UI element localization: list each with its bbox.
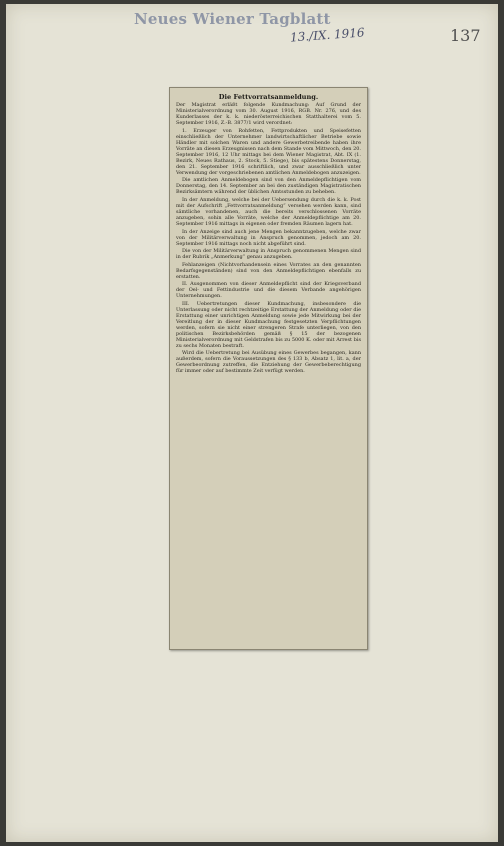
clipping-paragraph: III. Uebertretungen dieser Kundmachung, insbesondere die Unterlassung oder nicht rechtzeitige Erstattung der Anmeldung oder die Erstattung einer unrichtigen Anmeldung sowie jede Mitwirkung bei der Vereitlung der in dieser Kundmachung festgesetzten Verpflichtungen werden, sofern sie nicht einer strengeren Strafe unterliegen, von den politischen Bezirksbehörden gemäß § 15 der bezogenen Ministerialverordnung mit Geldstrafen bis zu 5000 K. oder mit Arrest bis zu sechs Monaten bestraft.: [176, 300, 361, 349]
newspaper-stamp: Neues Wiener Tagblatt: [134, 10, 331, 28]
clipping-title: Die Fettvorratsanmeldung.: [218, 93, 319, 101]
clipping-paragraph: Die von der Militärverwaltung in Anspruch genommenen Mengen sind in der Rubrik „Anmerkung“ genau anzugeben.: [176, 248, 361, 261]
clipping-paragraph: II. Ausgenommen von dieser Anmeldepflicht sind der Kriegsverband der Oel- und Fettindustrie und die diesem Verbande angehörigen Unternehmungen.: [176, 281, 361, 300]
newspaper-clipping: [169, 87, 368, 650]
clipping-paragraph: In der Anmeldung, welche bei der Uebersendung durch die k. k. Post mit der Aufschrift „Fettvorratsanmeldung“ versehen werden kann, sind sämtliche vorhandenen, auch die bereits verschlossenen Vorräte anzugeben, sohin alle Vorräte, welche der Anmeldepflichtige am 20. September 1916 mittags in eigenen oder fremden Räumen lagern hat.: [176, 196, 361, 228]
page-number: 137: [450, 26, 481, 45]
clipping-paragraph: Wird die Uebertretung bei Ausübung eines Gewerbes begangen, kann außerdem, sofern die Voraussetzungen des § 133 b, Absatz 1, lit. a, der Gewerbeordnung zutreffen, die Entziehung der Gewerbeberechtigung für immer oder auf bestimmte Zeit verfügt werden.: [176, 350, 361, 375]
clipping-paragraph: 1. Erzeuger von Rohfetten, Fettprodukten und Speisefetten einschließlich der Unternehmer landwirtschaftlicher Betriebe sowie Händler mit solchen Waren und andere Gewerbetreibende haben ihre Vorräte an diesen Erzeugnissen nach dem Stande vom Mittwoch, den 20. September 1916, 12 Uhr mittags bei dem Wiener Magistrat, Abt. IX (1. Bezirk, Neues Rathaus, 2. Stock, 5. Stiege), bis spätestens Donnerstag, den 21. September 1916 schriftlich, und zwar ausschließlich unter Verwendung der vorgeschriebenen amtlichen Anmeldebogen anzuzeigen.: [176, 127, 361, 176]
clipping-paragraph: In der Anzeige sind auch jene Mengen bekanntzugeben, welche zwar von der Militärverwaltung in Anspruch genommen, jedoch am 20. September 1916 mittags noch nicht abgeführt sind.: [176, 228, 361, 247]
handwritten-date: 13./IX. 1916: [289, 25, 365, 45]
clipping-paragraph: Fehlanzeigen (Nichtvorhandensein eines Vorrates an den genannten Bedarfsgegenständen) sind von den Anmeldepflichtigen ebenfalls zu erstatten.: [176, 261, 361, 280]
archive-page: [6, 4, 498, 842]
clipping-paragraph: Der Magistrat erläßt folgende Kundmachung: Auf Grund der Ministerialverordnung vom 30. August 1916, RGB. Nr. 276, und des Kunderlasses der k. k. niederösterreichischen Statthalterei vom 5. September 1916, Z.-B. 3877/1 wird verordnet:: [176, 102, 361, 127]
clipping-paragraph: Die amtlichen Anmeldebogen sind von den Anmeldepflichtigen vom Donnerstag, den 14. September an bei den zuständigen Magistratischen Bezirksämtern während der üblichen Amtsstunden zu beheben.: [176, 177, 361, 196]
